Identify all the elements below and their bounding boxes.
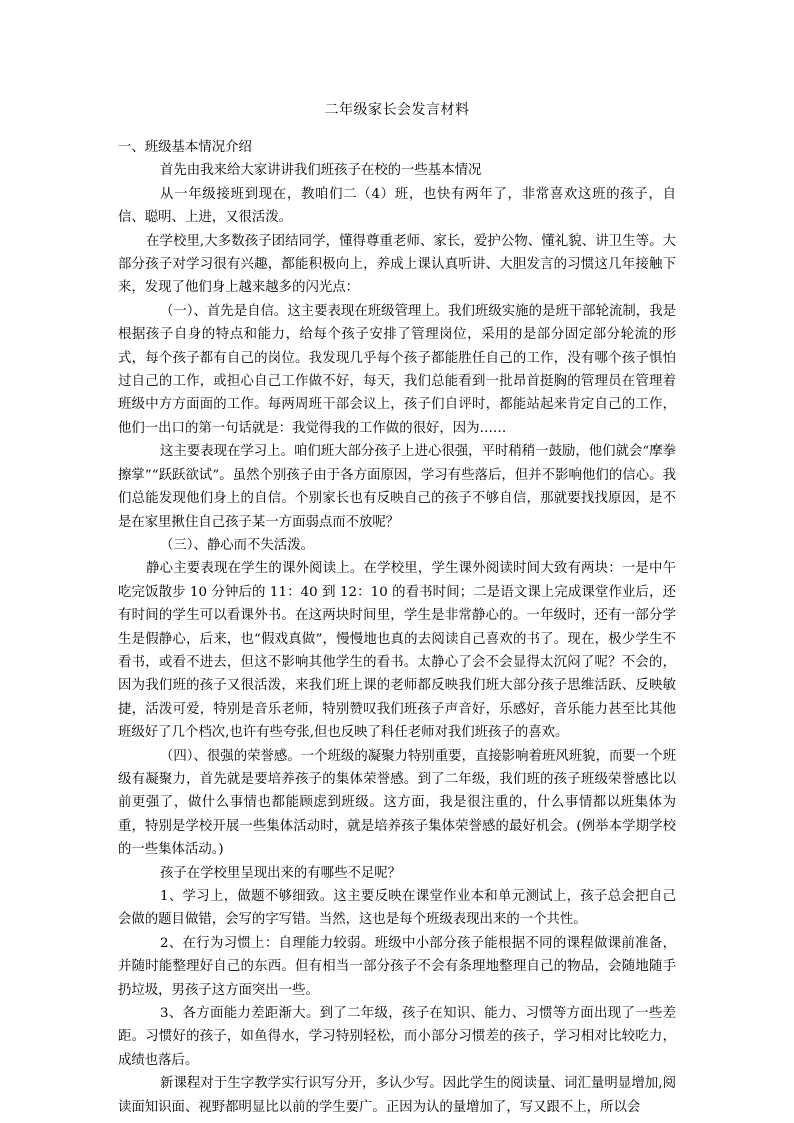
paragraph: 静心主要表现在学生的课外阅读上。在学校里，学生课外阅读时间大致有两块：一是中午吃完饭散步 10 分钟后的 11：40 到 12：10 的看书时间；二是语文课上完成课堂作业后，还有时间的学生可以看课外书。在这两块时间里，学生是非常静心的。一年级时，还有一部分学生是假静心，后来，也“假戏真做”，慢慢地也真的去阅读自己喜欢的书了。现在，极少学生不看书，或看不进去，但这不影响其他学生的看书。太静心了会不会显得太沉闷了呢？不会的，因为我们班的孩子又很活泼，来我们班上课的老师都反映我们班大部分孩子思维活跃、反映敏捷，活泼可爱，特别是音乐老师，特别赞叹我们班孩子声音好，乐感好，音乐能力甚至比其他班级好了几个档次,也许有些夸张,但也反映了科任老师对我们班孩子的喜欢。 [118, 561, 676, 741]
list-item: 2、在行为习惯上：自理能力较弱。班级中小部分孩子能根据不同的课程做课前准备，并随时能整理好自己的东西。但有相当一部分孩子不会有条理地整理自己的物品，会随地随手扔垃圾，男孩子这方面突出一些。 [118, 935, 676, 998]
section-heading: 一、班级基本情况介绍 [118, 140, 252, 155]
paragraph: 新课程对于生字教学实行识写分开，多认少写。因此学生的阅读量、词汇量明显增加,阅读面知识面、视野都明显比以前的学生要广。正因为认的量增加了，写又跟不上，所以会 [118, 1076, 676, 1115]
paragraph: （四）、很强的荣誉感。一个班级的凝聚力特别重要，直接影响着班风班貌，而要一个班级有凝聚力，首先就是要培养孩子的集体荣誉感。到了二年级，我们班的孩子班级荣誉感比以前更强了，做什么事情也都能顾虑到班级。这方面，我是很注重的，什么事情都以班集体为重，特别是学校开展一些集体活动时，就是培养孩子集体荣誉感的最好机会。(例举本学期学校的一些集体活动。) [118, 748, 676, 858]
paragraph: 在学校里,大多数孩子团结同学，懂得尊重老师、家长，爱护公物、懂礼貌、讲卫生等。大部分孩子对学习很有兴趣，都能积极向上，养成上课认真听讲、大胆发言的习惯这几年接触下来，发现了他们身上越来越多的闪光点： [118, 233, 676, 296]
document-body [118, 136, 676, 1119]
paragraph: （一）、首先是自信。这主要表现在班级管理上。我们班级实施的是班干部轮流制，我是根据孩子自身的特点和能力，给每个孩子安排了管理岗位，采用的是部分固定部分轮流的形式，每个孩子都有自己的岗位。我发现几乎每个孩子都能胜任自己的工作，没有哪个孩子惧怕过自己的工作，或担心自己工作做不好，每天，我们总能看到一批昂首挺胸的管理员在管理着班级中方方面面的工作。每两周班干部会议上，孩子们自评时，都能站起来肯定自己的工作，他们一出口的第一句话就是：我觉得我的工作做的很好，因为…… [118, 303, 676, 436]
list-item: 3、各方面能力差距渐大。到了二年级，孩子在知识、能力、习惯等方面出现了一些差距。习惯好的孩子，如鱼得水，学习特别轻松，而小部分习惯差的孩子，学习相对比较吃力，成绩也落后。 [118, 1006, 676, 1068]
paragraph: 这主要表现在学习上。咱们班大部分孩子上进心很强，平时稍稍一鼓励，他们就会“摩拳擦掌”“跃跃欲试”。虽然个别孩子由于各方面原因，学习有些落后，但并不影响他们的信心。我们总能发现他们身上的自信。个别家长也有反映自己的孩子不够自信，那就要找找原因，是不是在家里揪住自己孩子某一方面弱点而不放呢？ [118, 444, 676, 530]
subheading: （三）、静心而不失活泼。 [160, 537, 314, 553]
paragraph: 首先由我来给大家讲讲我们班孩子在校的一些基本情况 [160, 163, 482, 179]
paragraph: 从一年级接班到现在，教咱们二（4）班，也快有两年了，非常喜欢这班的孩子，自信、聪明、上进，又很活泼。 [118, 186, 676, 226]
document-title: 二年级家长会发言材料 [324, 102, 470, 118]
paragraph: 孩子在学校里呈现出来的有哪些不足呢？ [160, 865, 402, 881]
list-item: 1、学习上，做题不够细致。这主要反映在课堂作业本和单元测试上，孩子总会把自己会做的题目做错，会写的字写错。当然，这也是每个班级表现出来的一个共性。 [118, 889, 676, 928]
